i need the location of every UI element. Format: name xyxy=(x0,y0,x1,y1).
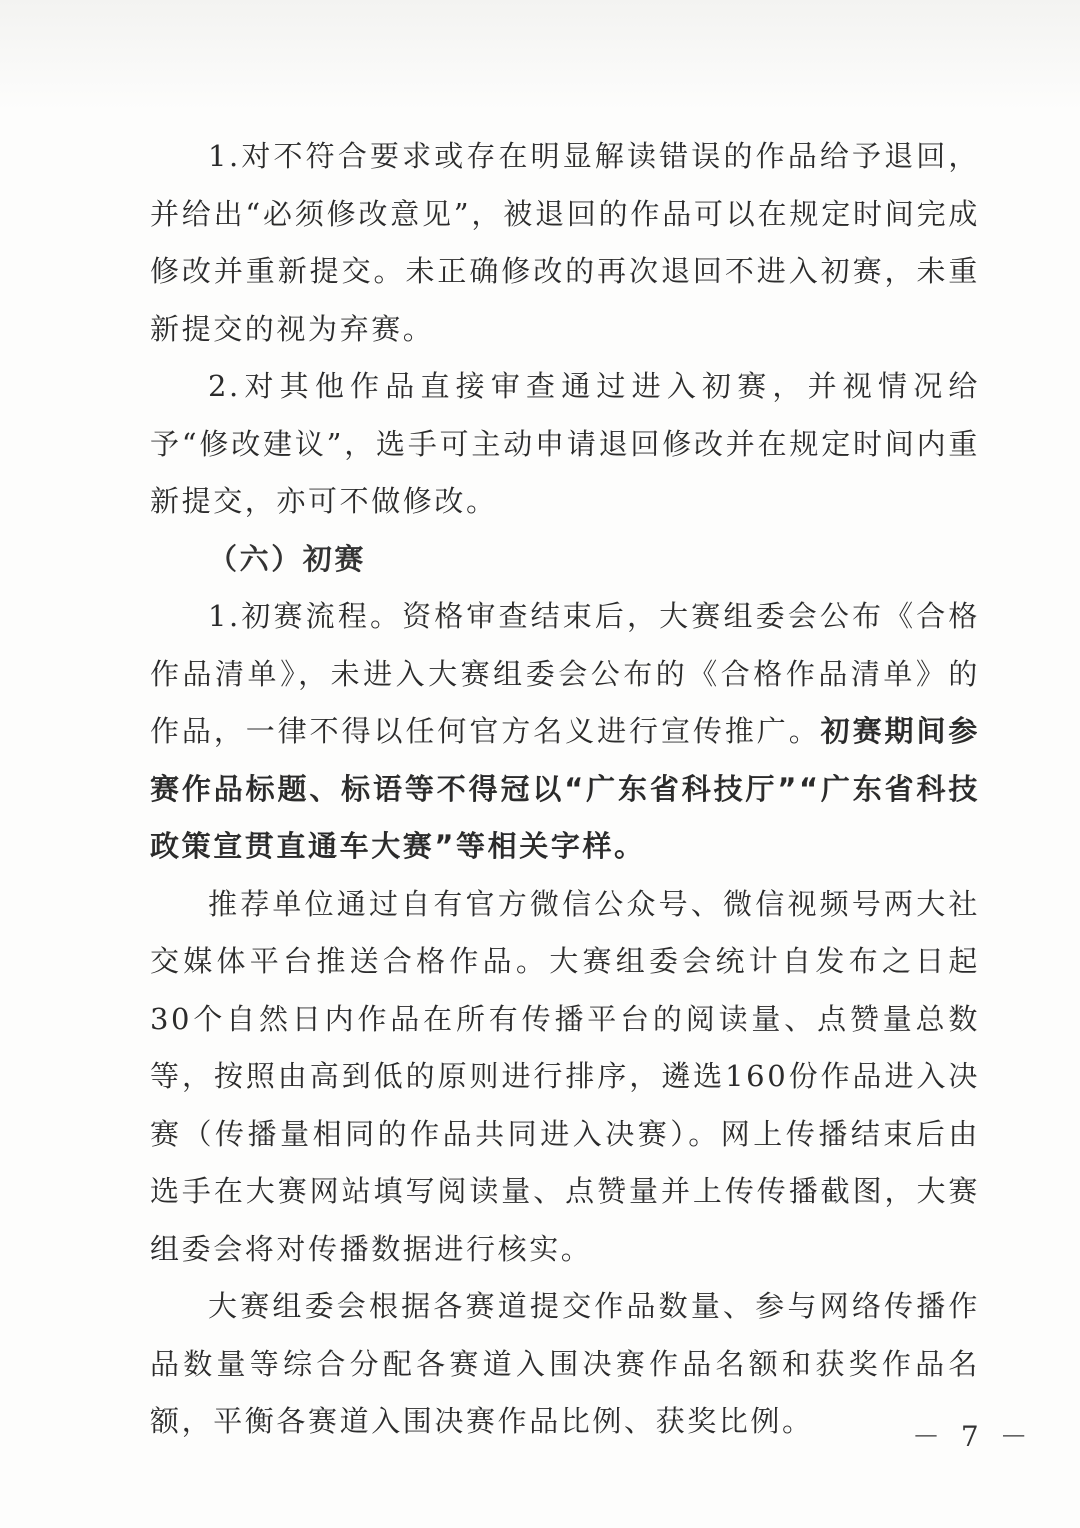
scan-shadow xyxy=(0,0,1080,110)
paragraph-return-works: 1.对不符合要求或存在明显解读错误的作品给予退回，并给出“必须修改意见”，被退回的作品可以在规定时间完成修改并重新提交。未正确修改的再次退回不进入初赛，未重新提交的视为弃赛。 xyxy=(150,139,980,346)
paragraph-other-works: 2.对其他作品直接审查通过进入初赛，并视情况给予“修改建议”，选手可主动申请退回修改并在规定时间内重新提交，亦可不做修改。 xyxy=(150,369,980,518)
document-body xyxy=(150,128,980,1451)
paragraph-recommendation: 推荐单位通过自有官方微信公众号、微信视频号两大社交媒体平台推送合格作品。大赛组委会统计自发布之日起30个自然日内作品在所有传播平台的阅读量、点赞量总数等，按照由高到低的原则进行排序，遴选160份作品进入决赛（传播量相同的作品共同进入决赛）。网上传播结束后由选手在大赛网站填写阅读量、点赞量并上传传播截图，大赛组委会将对传播数据进行核实。 xyxy=(150,886,980,1266)
paragraph-quota-allocation: 大赛组委会根据各赛道提交作品数量、参与网络传播作品数量等综合分配各赛道入围决赛作品名额和获奖作品名额，平衡各赛道入围决赛作品比例、获奖比例。 xyxy=(150,1289,980,1438)
preliminary-bold-notice: 初赛期间参赛作品标题、标语等不得冠以“广东省科技厅”“广东省科技政策宣贯直通车大赛”等相关字样。 xyxy=(150,714,980,863)
section-heading-preliminary: （六）初赛 xyxy=(208,541,367,576)
preliminary-process-text: 1.初赛流程。资格审查结束后，大赛组委会公布《合格作品清单》，未进入大赛组委会公布的《合格作品清单》的作品，一律不得以任何官方名义进行宣传推广。 xyxy=(150,599,980,748)
paragraph-preliminary-process xyxy=(150,588,980,876)
page-number: － 7 － xyxy=(912,1420,1034,1453)
